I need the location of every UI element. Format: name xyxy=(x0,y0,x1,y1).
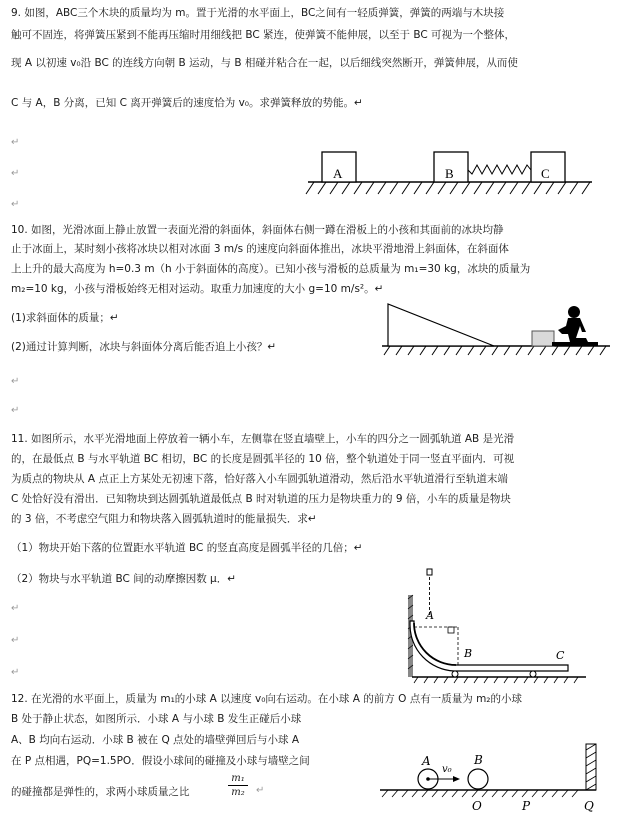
q9-line-3: 现 A 以初速 v₀沿 BC 的连线方向朝 B 运动，与 B 相碰并粘合在一起，以后细线突然断开，弹簧伸展，从而使 xyxy=(11,57,518,69)
child-figure xyxy=(552,306,598,346)
q10-sub-2: (2)通过计算判断，冰块与斜面体分离后能否追上小孩？↵ xyxy=(11,341,277,353)
blank-mark: ↵ xyxy=(11,376,20,387)
cart-track xyxy=(410,621,568,671)
wheel xyxy=(452,671,458,677)
q12-line-5: 的碰撞都是弹性的，求两小球质量之比 xyxy=(11,786,190,798)
label-o: O xyxy=(472,799,482,813)
label-v0: v₀ xyxy=(442,764,452,775)
label-c: C xyxy=(556,649,565,662)
blank-mark: ↵ xyxy=(11,405,20,416)
wall-q xyxy=(586,744,596,790)
label-a: A xyxy=(426,609,434,622)
ratio-denominator: m₂ xyxy=(231,787,245,798)
q10-sub-1: (1)求斜面体的质量；↵ xyxy=(11,312,119,324)
q11-line-3: 为质点的物块从 A 点正上方某处无初速下落，恰好落入小车圆弧轨道滑动，然后沿水平轨道滑行至轨道末端 xyxy=(11,473,508,485)
q10-figure xyxy=(382,298,612,358)
ball-b xyxy=(468,769,488,789)
q12-line-2: B 处于静止状态，如图所示．小球 A 与小球 B 发生正碰后小球 xyxy=(11,713,302,725)
q11-figure xyxy=(408,565,588,685)
blank-mark: ↵ xyxy=(11,199,20,210)
q9-line-4: C 与 A，B 分离，已知 C 离开弹簧后的速度恰为 v₀。求弹簧释放的势能。↵ xyxy=(11,97,363,109)
falling-block xyxy=(427,569,432,575)
blank-mark: ↵ xyxy=(11,667,20,678)
q11-line-4: C 处恰好没有滑出．已知物块到达圆弧轨道最低点 B 时对轨道的压力是物块重力的 9 倍，小车的质量是物块 xyxy=(11,493,511,505)
q10-line-2: 止于冰面上，某时刻小孩将冰块以相对冰面 3 m/s 的速度向斜面体推出，冰块平滑地滑上斜面体，在斜面体 xyxy=(11,243,509,255)
q12-line-1: 12. 在光滑的水平面上，质量为 m₁的小球 A 以速度 v₀向右运动。在小球 A 的前方 O 点有一质量为 m₂的小球 xyxy=(11,693,523,705)
q11-line-1: 11. 如图所示，水平光滑地面上停放着一辆小车，左侧靠在竖直墙壁上，小车的四分之一圆弧轨道 AB 是光滑 xyxy=(11,433,515,445)
q10-line-1: 10. 如图，光滑冰面上静止放置一表面光滑的斜面体，斜面体右侧一蹲在滑板上的小孩和其面前的冰块均静 xyxy=(11,224,504,236)
q10-line-3: 上上升的最大高度为 h=0.3 m（h 小于斜面体的高度）。已知小孩与滑板的总质量为 m₁=30 kg，冰块的质量为 xyxy=(11,263,531,275)
blank-mark: ↵ xyxy=(11,137,20,148)
label-a: A xyxy=(333,166,343,181)
spring xyxy=(468,165,531,174)
q11-line-5: 的 3 倍，不考虑空气阻力和物块落入圆弧轨道时的能量损失．求↵ xyxy=(11,513,317,525)
label-b: B xyxy=(464,647,473,660)
label-q: Q xyxy=(584,799,594,813)
ice-block xyxy=(532,331,554,346)
label-c: C xyxy=(541,166,550,181)
ratio-numerator: m₁ xyxy=(228,772,248,786)
q12-figure xyxy=(380,744,605,814)
label-b: B xyxy=(474,753,483,767)
blank-mark: ↵ xyxy=(11,635,20,646)
q9-line-1: 9. 如图，ABC三个木块的质量均为 m。置于光滑的水平面上，BC之间有一轻质弹簧，弹簧的两端与木块接 xyxy=(11,7,505,19)
end-mark: ↵ xyxy=(256,785,265,796)
q11-line-2: 的，在最低点 B 与水平轨道 BC 相切，BC 的长度是圆弧半径的 10 倍，整个轨道处于同一竖直平面内．可视 xyxy=(11,453,515,465)
label-b: B xyxy=(445,166,454,181)
q11-sub-1: （1）物块开始下落的位置距水平轨道 BC 的竖直高度是圆弧半径的几倍；↵ xyxy=(11,542,363,554)
blank-mark: ↵ xyxy=(11,168,20,179)
blank-mark: ↵ xyxy=(11,603,20,614)
incline xyxy=(388,304,494,346)
q9-line-2: 触可不固连，将弹簧压紧到不能再压缩时用细线把 BC 紧连，使弹簧不能伸展，以至于 BC 可视为一个整体， xyxy=(11,29,516,41)
mass-ratio xyxy=(228,772,248,799)
label-p: P xyxy=(522,799,531,813)
q9-figure xyxy=(304,150,594,198)
q11-sub-2: （2）物块与水平轨道 BC 间的动摩擦因数 μ．↵ xyxy=(11,573,237,585)
q12-line-4: 在 P 点相遇，PQ=1.5PO．假设小球间的碰撞及小球与墙壁之间 xyxy=(11,755,310,767)
label-a: A xyxy=(422,754,431,768)
q10-line-4: m₂=10 kg，小孩与滑板始终无相对运动。取重力加速度的大小 g=10 m/s²。↵ xyxy=(11,283,384,295)
q12-line-3: A、B 均向右运动．小球 B 被在 Q 点处的墙壁弹回后与小球 A xyxy=(11,734,300,746)
wheel xyxy=(530,671,536,677)
